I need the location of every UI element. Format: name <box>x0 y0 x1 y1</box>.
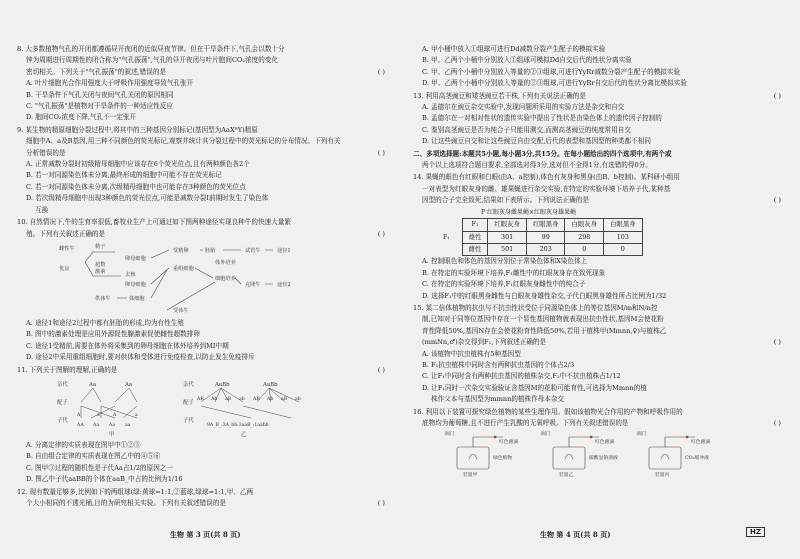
q10-option-a: A. 途径1和途径2过程中都有胚胎的形成,均为有性生殖 <box>26 318 184 327</box>
fig11-label: 子代 <box>183 417 194 424</box>
question-15 <box>413 303 781 406</box>
q15-option-b: B. F₁抗虫植株中同时含有两种抗虫基因的个体占2/3 <box>422 360 575 369</box>
table-cell: 0 <box>604 243 643 255</box>
q16-figure <box>443 429 733 477</box>
table-header-cell: 白眼灰身 <box>565 219 604 231</box>
section-2-heading <box>413 149 781 172</box>
q16-line: 16. 利用以下装置可探究绿色植物的某些生理作用。假如该植物光合作用的产物和呼吸作用的 <box>413 407 683 416</box>
fig11-label: Aa <box>125 381 133 388</box>
q14-option-d: D. 选择F₁中的红眼黑身雌性与白眼灰身雄性杂交,子代白眼黑身雄性所占比例为1/32 <box>422 291 667 300</box>
q14-cross: P 红眼灰身雌果蝇×红眼灰身雄果蝇 <box>481 208 576 216</box>
table-cell: 0 <box>565 243 604 255</box>
q15-option-a: A. 该植物中抗虫植株有5种基因型 <box>422 349 521 358</box>
table-cell: 501 <box>488 243 527 255</box>
svg-text:a: a <box>135 412 138 418</box>
q10-line: 殖。下列有关叙述正确的是 ( ) <box>26 229 385 238</box>
q11-option-a: A. 分离定律的实质表现在图甲中①②③ <box>26 440 141 449</box>
q8-line: 密切相关。下列关于"气孔振荡"的叙述,错误的是 ( ) <box>26 67 385 76</box>
fig11-label: 配子 <box>57 399 68 406</box>
fig11-label: 子代 <box>57 417 68 424</box>
q9-option-a: A. 正常减数分裂时初级精母细胞中应该存在6个荧光位点,且有两种颜色各2个 <box>26 160 250 169</box>
q8-option-a: A. 叶片细胞光合作用强度大于呼吸作用强度导致气孔张开 <box>26 79 194 88</box>
fig16-label: 绿色植物 <box>493 456 513 462</box>
page-footer-right: 生物 第 4 页(共 8 页) <box>540 530 611 539</box>
fig11-label: AaBb <box>215 381 230 388</box>
page-footer-left: 生物 第 3 页(共 8 页) <box>170 530 241 539</box>
q9-line: 9. 某生物的精原细胞分裂过程中,将其中的三种基因分别标记(基因型为AaXᴮY)精原 <box>17 125 258 134</box>
q15-line: (mmNn,♂)杂交得到F₁,下列叙述正确的是 ( ) <box>422 338 781 347</box>
q12-line: 个大小相同的不透光桶,目的为研究相关实验。下列有关叙述错误的是 ( ) <box>26 498 385 507</box>
q9-option-b: B. 若一对同源染色体未分离,最终形成的细胞中可能不存在荧光标记 <box>26 171 222 180</box>
q10-option-d: D. 途径2中采用重组细胞时,要对供体和受体进行免疫检查,以防止发生免疫排斥 <box>26 353 255 362</box>
svg-text:Aa: Aa <box>109 422 116 428</box>
q14-option-c: C. 在特定的实验环境下培养,F₁红眼灰身雌性中的纯合子 <box>422 280 586 289</box>
fig10-label: 卵母细胞 <box>125 281 146 288</box>
q14-result-table <box>462 218 643 256</box>
q11-line: 11. 下列关于图解的理解,正确的是 ( ) <box>17 365 385 374</box>
q9-option-d: D. 若次级精母细胞中出现3种颜色的荧光位点,可能是减数分裂Ⅰ前期时发生了染色体 <box>26 194 269 203</box>
table-cell: 雄性 <box>462 231 488 243</box>
q15-line: 15. 某二倍体植物的抗虫与不抗虫性状受位于同源染色体上的等位基因M/m和N/n控 <box>413 303 658 312</box>
svg-text:A: A <box>113 412 117 418</box>
svg-text:aB: aB <box>281 396 288 402</box>
q9-option-d-cont: 互换 <box>35 205 49 214</box>
question-12-options <box>413 44 781 90</box>
question-11 <box>17 365 385 486</box>
fig16-label: 红色液滴 <box>595 440 615 446</box>
fig16-label: 装置甲 <box>463 473 478 478</box>
q16-line: 底物均为葡萄糖,且不进行产生乳酸的无氧呼吸。下列有关叙述错误的是 ( ) <box>422 419 781 427</box>
table-cell: 103 <box>604 231 643 243</box>
fig10-label: 雌性牛 <box>59 245 75 252</box>
svg-text:AB: AB <box>253 396 260 402</box>
svg-text:aB: aB <box>225 396 232 402</box>
q14-table-wrap <box>413 218 781 256</box>
table-row <box>462 231 642 243</box>
table-header-cell: 红眼灰身 <box>488 219 527 231</box>
q12-line: 12. 现有数量足够多,比例如下的两组球(绿:黄球=1:1,②蓝球,绿球=1:1,甲、乙两 <box>17 487 254 496</box>
fig11-label: 配子 <box>183 399 194 406</box>
fig11-caption-yi: 乙 <box>241 431 247 438</box>
q15-line: 育性降低50%,基因N存在会使花粉育性降低50%,若用于植株甲(Mmnn,♀)与植株乙 <box>422 326 667 335</box>
fig10-label: 试管牛 <box>245 247 261 254</box>
fig11-label: 亲代 <box>57 381 68 388</box>
q15-option-c: C. 让F₁中同时含有两种抗虫基因的植株杂交,F₂中不抗虫植株占1/12 <box>422 372 621 381</box>
q10-option-c: C. 途径1受精前,需要在体外将采集到的卵母细胞在体外培养到MⅠ中期 <box>26 341 229 350</box>
svg-text:Ab: Ab <box>267 396 274 402</box>
q12-option-b: B. 甲、乙两个小桶中分别放入①组球可模拟Dd自交后代的性状分离实验 <box>422 56 632 65</box>
fig16-label: 红色液滴 <box>691 440 711 446</box>
table-cell: 298 <box>565 231 604 243</box>
q15-line: 制,已知对于同等位基因中存在一个显性基因植物就表现出抗虫性状,基因M会使花粉 <box>422 315 664 324</box>
svg-text:ab: ab <box>295 396 301 402</box>
q10-figure <box>55 240 355 318</box>
fig16-label: 阀门 <box>637 432 647 438</box>
q9-option-c: C. 若一对同源染色体未分离,次级精母细胞中也可能存在3种颜色的荧光位点 <box>26 182 246 191</box>
table-header-row <box>462 219 642 231</box>
fig10-label: 受体牛 <box>173 307 189 314</box>
svg-text:9A_B_:3A_bb:3aaB_:1aabb: 9A_B_:3A_bb:3aaB_:1aabb <box>207 422 269 428</box>
q12-option-c: C. 甲、乙两个小桶中分别放入等量的②③组球,可进行YyRr减数分裂产生配子的模拟实验 <box>422 67 681 76</box>
fig10-label: 克隆牛 <box>245 281 261 288</box>
q8-option-d: D. 胞间CO₂浓度下降,气孔不一定张开 <box>26 113 137 122</box>
fig16-label: 红色液滴 <box>499 440 519 446</box>
svg-text:A: A <box>77 412 81 418</box>
table-header-cell: 白眼黑身 <box>604 219 643 231</box>
q12-option-a: A. 甲小桶中放入①组球可进行Dd减数分裂产生配子的模拟实验 <box>422 45 606 53</box>
fig10-label: 供体牛 <box>95 295 111 302</box>
svg-text:AA: AA <box>77 422 84 428</box>
q13-line: 13. 利用高茎豌豆和矮茎豌豆若干株,下列有关说法正确的是 ( ) <box>413 91 781 100</box>
apparatus-jar <box>457 447 489 469</box>
fig10-label: 精子 <box>95 243 106 250</box>
q13-option-c: C. 鉴别高茎豌豆是否为纯合子只能用测交,而测高茎豌豆的纯度常用自交 <box>422 125 631 134</box>
fig11-caption-jia: 甲 <box>109 431 115 438</box>
question-16 <box>413 407 781 478</box>
question-8 <box>17 44 385 124</box>
fig10-label: 途径1 <box>277 247 291 254</box>
fig10-label: 体外培养 <box>215 259 236 266</box>
right-column <box>413 44 781 477</box>
svg-text:aa: aa <box>125 422 131 428</box>
fig10-label: 途径2 <box>277 281 291 288</box>
fig10-label: 卵母细胞 <box>125 255 146 262</box>
q11-figure <box>51 376 351 440</box>
q15-option-d-cont: 株作父本与基因型为mmnn的植株作母本杂交 <box>431 395 565 404</box>
fig16-label: 阀门 <box>445 432 455 438</box>
svg-text:ab: ab <box>239 396 245 402</box>
q14-line: 14. 果蝇的眼色有红眼和白眼(由A、a控制),体色有灰身和黑身(由B、b控制)。某科研小组用 <box>413 173 680 182</box>
fig16-label: 阀门 <box>541 432 551 438</box>
fig10-label: 细胞培养 <box>215 275 236 282</box>
question-9 <box>17 125 385 216</box>
q10-option-b: B. 图中的激素处理是应用外源促性腺激素促使雌性超数排卵 <box>26 330 200 339</box>
q9-line: 分析错误的是 ( ) <box>26 148 385 157</box>
q10-line: 10. 自然情况下,牛的生育率很低,畜牧业生产上可通过如下图两种途径实现良种牛的快速大量繁 <box>17 218 291 227</box>
fig11-label: 亲代 <box>183 381 194 388</box>
apparatus-jar <box>649 447 681 469</box>
table-cell: 203 <box>526 243 565 255</box>
q13-option-d: D. 让这些豌豆自交和让这些豌豆自由交配,后代的表型和基因型的种类都不相同 <box>422 137 651 146</box>
q8-line: 8. 大多数植物气孔的开闭都遵循昼开夜闭的近似昼夜节律。但在干旱条件下,气孔会以数十分 <box>17 45 285 53</box>
fig11-label: Aa <box>89 381 97 388</box>
section-2-line: 两个以上选项符合题目要求,全部选对得3分,选对但不全得1分,有选错的得0分。 <box>422 161 652 170</box>
fig16-label: 碳酸氢钠溶液 <box>589 456 618 462</box>
fig10-label: 激素 <box>95 268 106 275</box>
table-header-cell: F₁ <box>462 219 488 231</box>
fig10-label: 重组细胞 <box>173 265 194 272</box>
q14-option-a: A. 控制眼色和体色的基因分别位于常染色体和X染色体上 <box>422 257 588 266</box>
table-cell: 301 <box>488 231 527 243</box>
q11-option-b: B. 自由组合定律的实质表现在图乙中的④⑤⑥ <box>26 452 161 461</box>
fig10-label: 去核 <box>125 271 136 278</box>
fig10-label: 优良 <box>59 265 70 272</box>
q8-option-b: B. 干旱条件下气孔关闭与夜间气孔关闭的原因相同 <box>26 90 174 99</box>
left-column <box>17 44 385 509</box>
f1-label: F₁ <box>443 233 450 241</box>
question-10 <box>17 217 385 363</box>
fig10-label: 体细胞 <box>129 295 145 302</box>
q14-line: 因型的合子完全致死,结果如下表所示。下列说法正确的是 ( ) <box>422 196 781 205</box>
q8-line: 钟为周期进行周期性的闭合称为"气孔振荡",气孔的昼开夜闭与叶片胞间CO₂浓度的变化 <box>26 56 279 65</box>
fig10-label: 胚胎 <box>205 247 216 254</box>
q8-option-c: C. "气孔振荡"是植物对干旱条件的一种适应性反应 <box>26 102 173 111</box>
q15-option-d: D. 让F₁同时一次杂交实验验证含基因M的花粉可能育性,可选择为Mmnn的植 <box>422 383 647 392</box>
fig16-label: 装置丙 <box>655 473 670 478</box>
question-13 <box>413 91 781 148</box>
svg-text:AB: AB <box>197 396 204 402</box>
fig16-label: 装置乙 <box>559 473 574 478</box>
q14-option-b: B. 在特定的实验环境下培养,F₁雌性中的红眼灰身存在致死现象 <box>422 268 606 277</box>
q14-line: 一对表型为红眼灰身的雌、雄果蝇进行杂交实验,在特定的实验环境下培养子代,某种基 <box>422 184 671 193</box>
apparatus-jar <box>553 447 585 469</box>
hz-badge: HZ <box>746 527 765 537</box>
table-cell: 99 <box>526 231 565 243</box>
question-12 <box>17 487 385 510</box>
svg-text:Ab: Ab <box>211 396 218 402</box>
q13-option-a: A. 孟德尔在豌豆杂交实验中,发现问题所采用的实验方法是杂交和自交 <box>422 103 625 112</box>
fig10-label: 超数 <box>95 261 106 268</box>
table-header-cell: 红眼黑身 <box>526 219 565 231</box>
table-row <box>462 243 642 255</box>
section-2-line: 二、多项选择题:本题共5小题,每小题3分,共15分。在每小题给出的四个选项中,有两个或 <box>413 149 672 158</box>
svg-text:Aa: Aa <box>93 422 100 428</box>
table-cell: 雌性 <box>462 243 488 255</box>
question-14 <box>413 172 781 301</box>
q12-option-d: D. 甲、乙两个小桶中分别放入等量的②③组球,可进行YyRr自交后代的性状分离比模拟实验 <box>422 79 687 88</box>
fig10-label: 受精卵 <box>173 247 189 254</box>
q13-option-b: B. 孟德尔在一对相对性状的遗传实验中提出了性状是由染色体上的遗传因子控制的 <box>422 114 662 123</box>
svg-text:a: a <box>97 412 100 418</box>
q9-line: 细胞中A、a及B基因,用三种不同颜色的荧光标记,观察并统计其分裂过程中的荧光标记的分布情况。下列有关 <box>26 137 341 146</box>
fig16-label: CO₂缓冲液 <box>685 456 709 462</box>
q11-option-d: D. 图乙中子代aaBB的个体在aaB_中占的比例为1/16 <box>26 475 183 484</box>
q11-option-c: C. 图甲③过程的随机性是子代Aa占1/2的原因之一 <box>26 463 173 472</box>
fig11-label: AaBb <box>263 381 278 388</box>
